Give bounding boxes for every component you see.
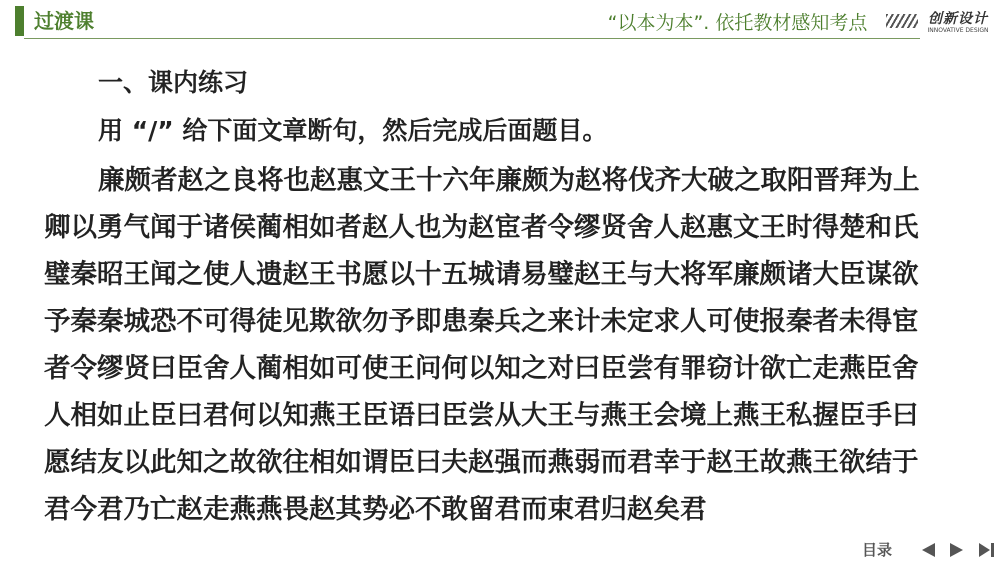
passage-line: 予秦秦城恐不可得徒见欺欲勿予即患秦兵之来计未定求人可使报秦者未得宦 bbox=[44, 306, 919, 337]
prev-triangle-icon[interactable] bbox=[919, 541, 937, 559]
passage-line: 廉颇者赵之良将也赵惠文王十六年廉颇为赵将伐齐大破之取阳晋拜为上 bbox=[98, 165, 920, 196]
passage-line: 人相如止臣曰君何以知燕王臣语曰臣尝从大王与燕王会境上燕王私握臣手曰 bbox=[44, 400, 919, 431]
section-title: 过渡课 bbox=[34, 9, 94, 33]
slide-navigation bbox=[856, 538, 1000, 563]
last-page-icon[interactable] bbox=[978, 541, 996, 559]
passage-line: 君今君乃亡赵走燕燕畏赵其势必不敢留君而束君归赵矣君 bbox=[44, 494, 707, 525]
logo-sub-text: INNOVATIVE DESIGN bbox=[927, 27, 989, 34]
logo-main-text: 创新设计 bbox=[928, 11, 988, 27]
header-slogan: “以本为本”. 依托教材感知考点 bbox=[607, 12, 868, 34]
exercise-heading: 一、课内练习 bbox=[98, 68, 249, 97]
next-triangle-icon[interactable] bbox=[948, 541, 966, 559]
toc-link[interactable]: 目录 bbox=[862, 541, 893, 559]
passage-line: 者令缪贤曰臣舍人蔺相如可使王问何以知之对曰臣尝有罪窃计欲亡走燕臣舍 bbox=[44, 353, 919, 384]
passage-line: 愿结友以此知之故欲往相如谓臣曰夫赵强而燕弱而君幸于赵王故燕王欲结于 bbox=[44, 447, 919, 478]
exercise-instruction: 用 “/” 给下面文章断句，然后完成后面题目。 bbox=[98, 116, 608, 145]
passage-line: 璧秦昭王闻之使人遗赵王书愿以十五城请易璧赵王与大将军廉颇诸大臣谋欲 bbox=[44, 259, 919, 290]
passage-line: 卿以勇气闻于诸侯蔺相如者赵人也为赵宦者令缪贤舍人赵惠文王时得楚和氏 bbox=[44, 212, 919, 243]
